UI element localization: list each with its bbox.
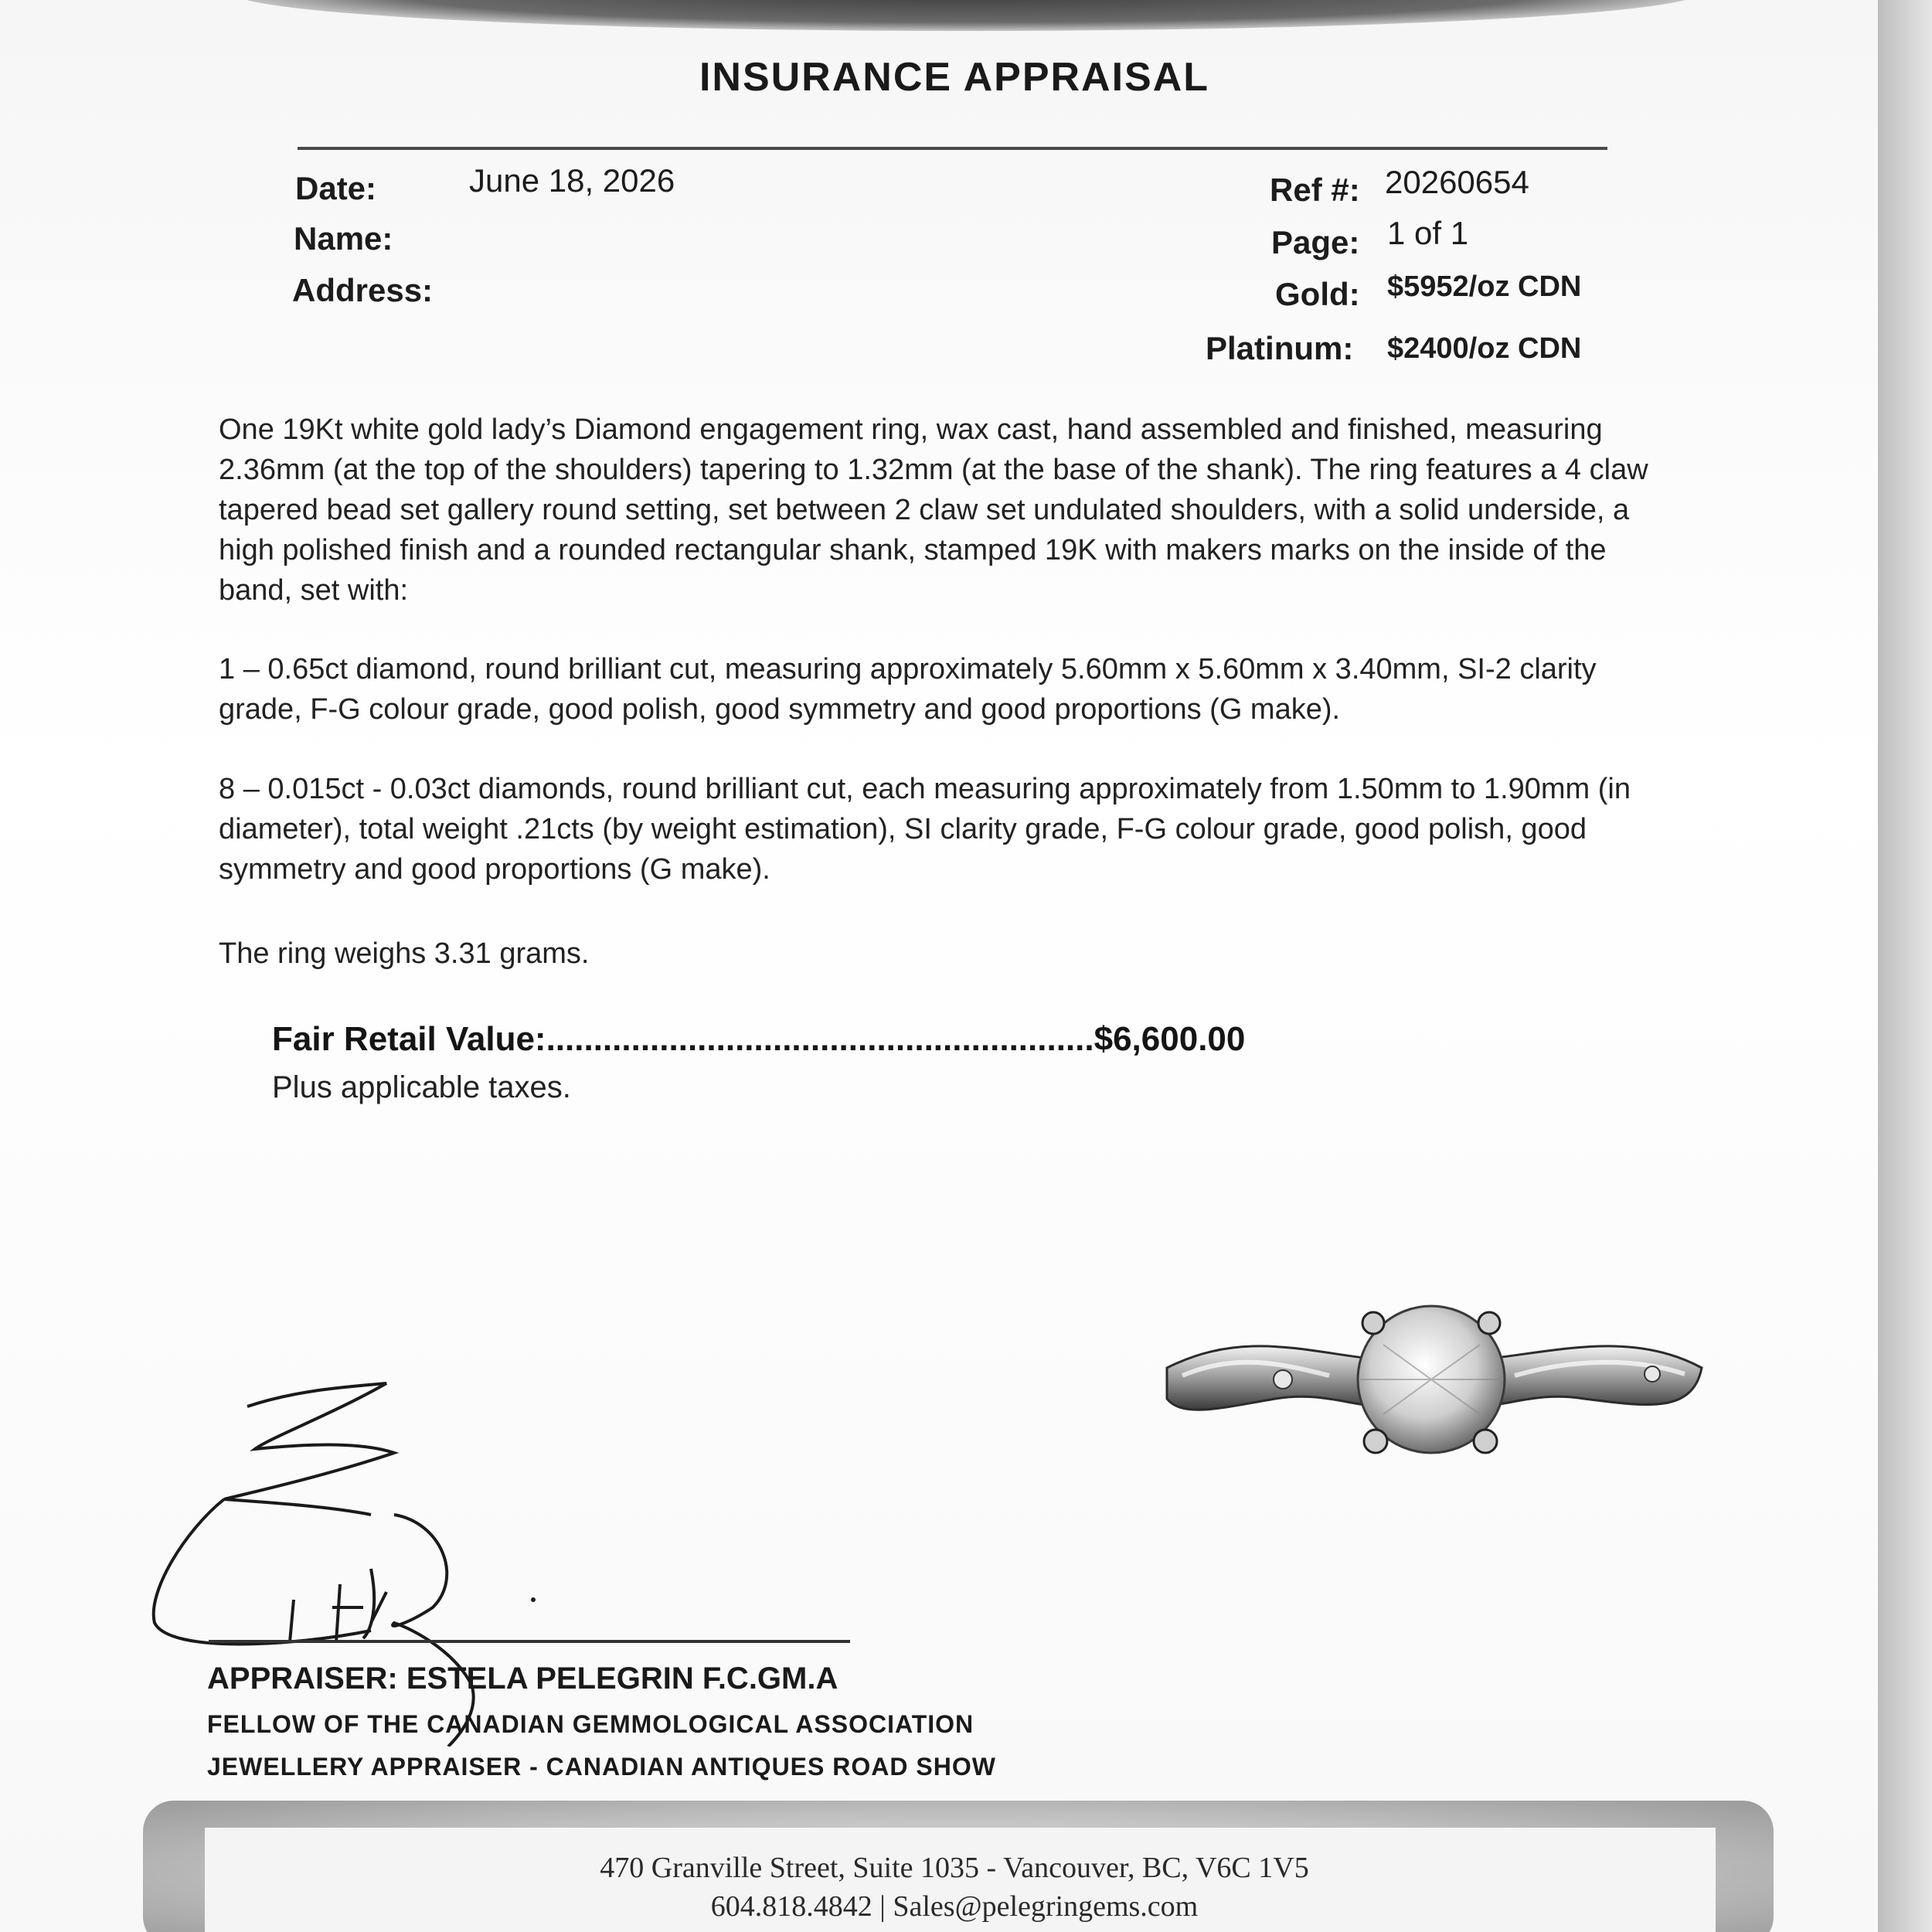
description-paragraph: One 19Kt white gold lady’s Diamond engagement ring, wax cast, hand assembled and finished, measuring 2.36mm (at the top of the shoulders) tapering to 1.32mm (at the base of the shank). The ring features a 4 claw tapered bead set gallery round setting, set between 2 claw set undulated shoulders, with a solid underside, a high polished finish and a rounded rectangular shank, stamped 19K with makers marks on the inside of the band, set with: [219,413,1648,607]
footer-contact: 604.818.4842 | Sales@pelegringems.com [710,1890,1199,1923]
appraiser-title: JEWELLERY APPRAISER - CANADIAN ANTIQUES ROAD SHOW [207,1753,996,1781]
title-rule [298,147,1607,150]
weight-paragraph: The ring weighs 3.31 grams. [219,937,590,970]
gold-label: Gold: [1275,276,1360,312]
gold-value: $5952/oz CDN [1387,270,1582,303]
taxes-note: Plus applicable taxes. [272,1070,571,1104]
date-label: Date: [295,170,377,206]
address-label: Address: [292,272,434,308]
ref-value: 20260654 [1385,164,1529,200]
page-value: 1 of 1 [1387,215,1469,251]
appraiser-name: APPRAISER: ESTELA PELEGRIN F.C.GM.A [207,1662,838,1696]
platinum-value: $2400/oz CDN [1387,332,1582,365]
footer-address: 470 Granville Street, Suite 1035 - Vancouver, BC, V6C 1V5 [600,1852,1309,1884]
signature-line [209,1640,850,1643]
ring-photo [1151,1283,1716,1484]
document-title: INSURANCE APPRAISAL [699,55,1210,100]
date-value: June 18, 2026 [469,162,675,199]
fair-retail-amount: $6,600.00 [1094,1020,1246,1058]
page-label: Page: [1271,224,1360,260]
fair-retail-value [272,1020,1245,1059]
sheet-edge-shadow [1878,0,1932,1932]
center-stone-paragraph: 1 – 0.65ct diamond, round brilliant cut, measuring approximately 5.60mm x 5.60mm x 3.40mm, SI-2 clarity grade, F-G colour grade, good polish, good symmetry and good proportions (G make). [219,653,1597,726]
side-stones-paragraph: 8 – 0.015ct - 0.03ct diamonds, round brilliant cut, each measuring approximately from 1.50mm to 1.90mm (in diameter), total weight .21cts (by weight estimation), SI clarity grade, F-G colour grade, good polish, good symmetry and good proportions (G make). [219,773,1631,886]
platinum-label: Platinum: [1206,330,1354,366]
fair-retail-label: Fair Retail Value: [272,1020,546,1058]
name-label: Name: [294,220,393,257]
appraiser-fellowship: FELLOW OF THE CANADIAN GEMMOLOGICAL ASSOCIATION [207,1710,975,1738]
ref-label: Ref #: [1270,172,1360,208]
fair-retail-leader: .......................................................... [546,1020,1094,1058]
